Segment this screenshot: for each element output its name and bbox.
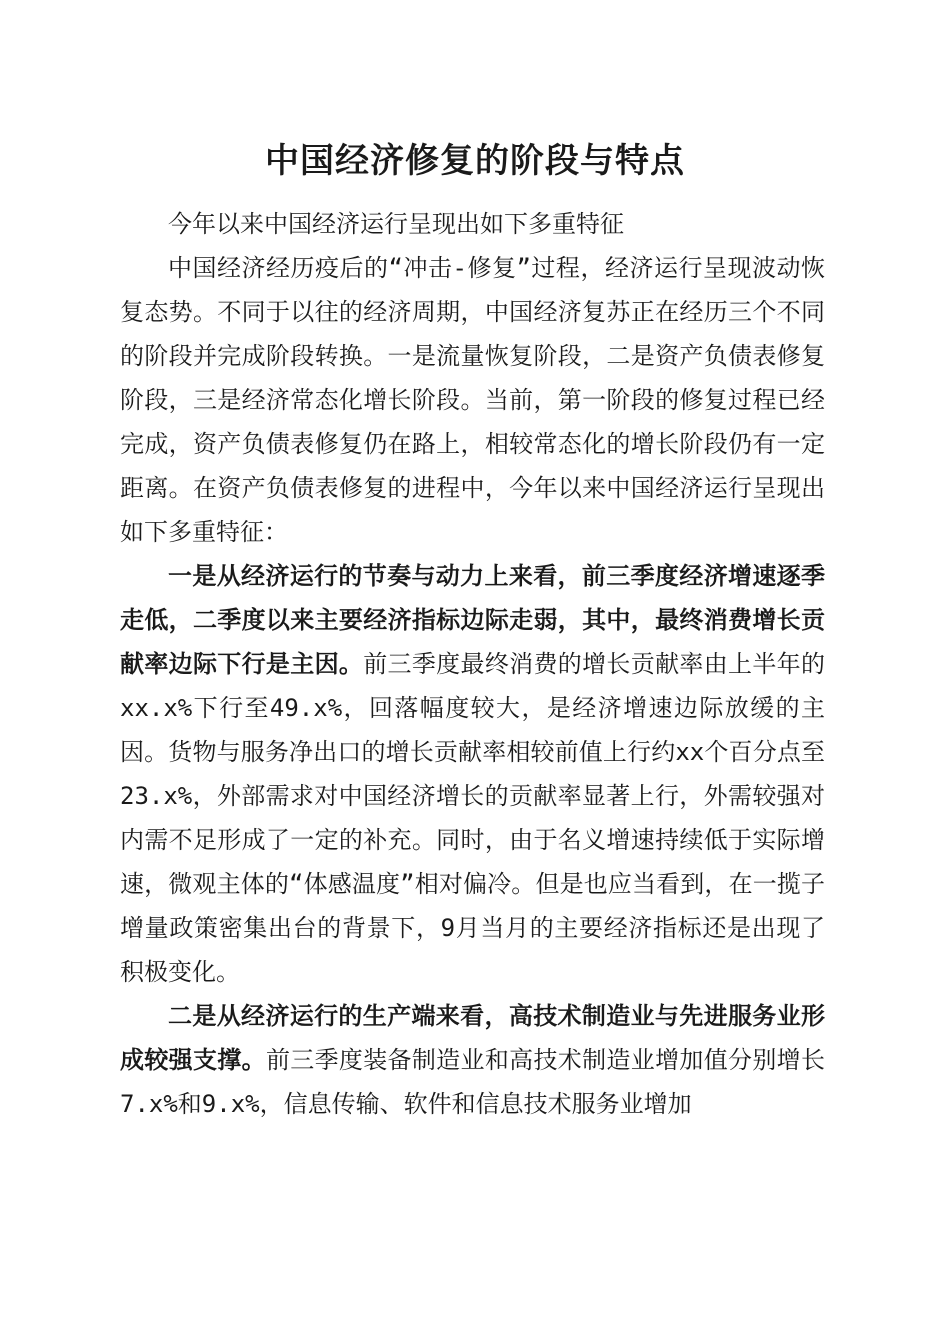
section-subtitle: 今年以来中国经济运行呈现出如下多重特征 [168, 210, 624, 238]
paragraph-production-side [120, 994, 825, 1126]
paragraph-lead: 二是从经济运行的生产端来看，高技术制造业与先进服务业形成较强支撑。 [120, 1002, 825, 1074]
paragraph-rhythm-momentum [120, 554, 825, 994]
paragraph-lead: 一是从经济运行的节奏与动力上来看，前三季度经济增速逐季走低，二季度以来主要经济指标边际走弱，其中，最终消费增长贡献率边际下行是主因。 [120, 562, 825, 678]
paragraph-intro [120, 246, 825, 554]
document-body [120, 202, 825, 1126]
paragraph-text: 前三季度装备制造业和高技术制造业增加值分别增长7.x%和9.x%，信息传输、软件和信息技术服务业增加 [120, 1046, 826, 1118]
paragraph-text: 前三季度最终消费的增长贡献率由上半年的xx.x%下行至49.x%，回落幅度较大，是经济增速边际放缓的主因。货物与服务净出口的增长贡献率相较前值上行约xx个百分点至23.x%，外部需求对中国经济增长的贡献率显著上行，外需较强对内需不足形成了一定的补充。同时，由于名义增速持续低于实际增速，微观主体的“体感温度”相对偏冷。但是也应当看到，在一揽子增量政策密集出台的背景下，9月当月的主要经济指标还是出现了积极变化。 [120, 650, 826, 986]
document-title: 中国经济修复的阶段与特点 [265, 141, 685, 181]
paragraph-text: 中国经济经历疫后的“冲击-修复”过程，经济运行呈现波动恢复态势。不同于以往的经济周期，中国经济复苏正在经历三个不同的阶段并完成阶段转换。一是流量恢复阶段，二是资产负债表修复阶段，三是经济常态化增长阶段。当前，第一阶段的修复过程已经完成，资产负债表修复仍在路上，相较常态化的增长阶段仍有一定距离。在资产负债表修复的进程中，今年以来中国经济运行呈现出如下多重特征： [120, 254, 825, 546]
